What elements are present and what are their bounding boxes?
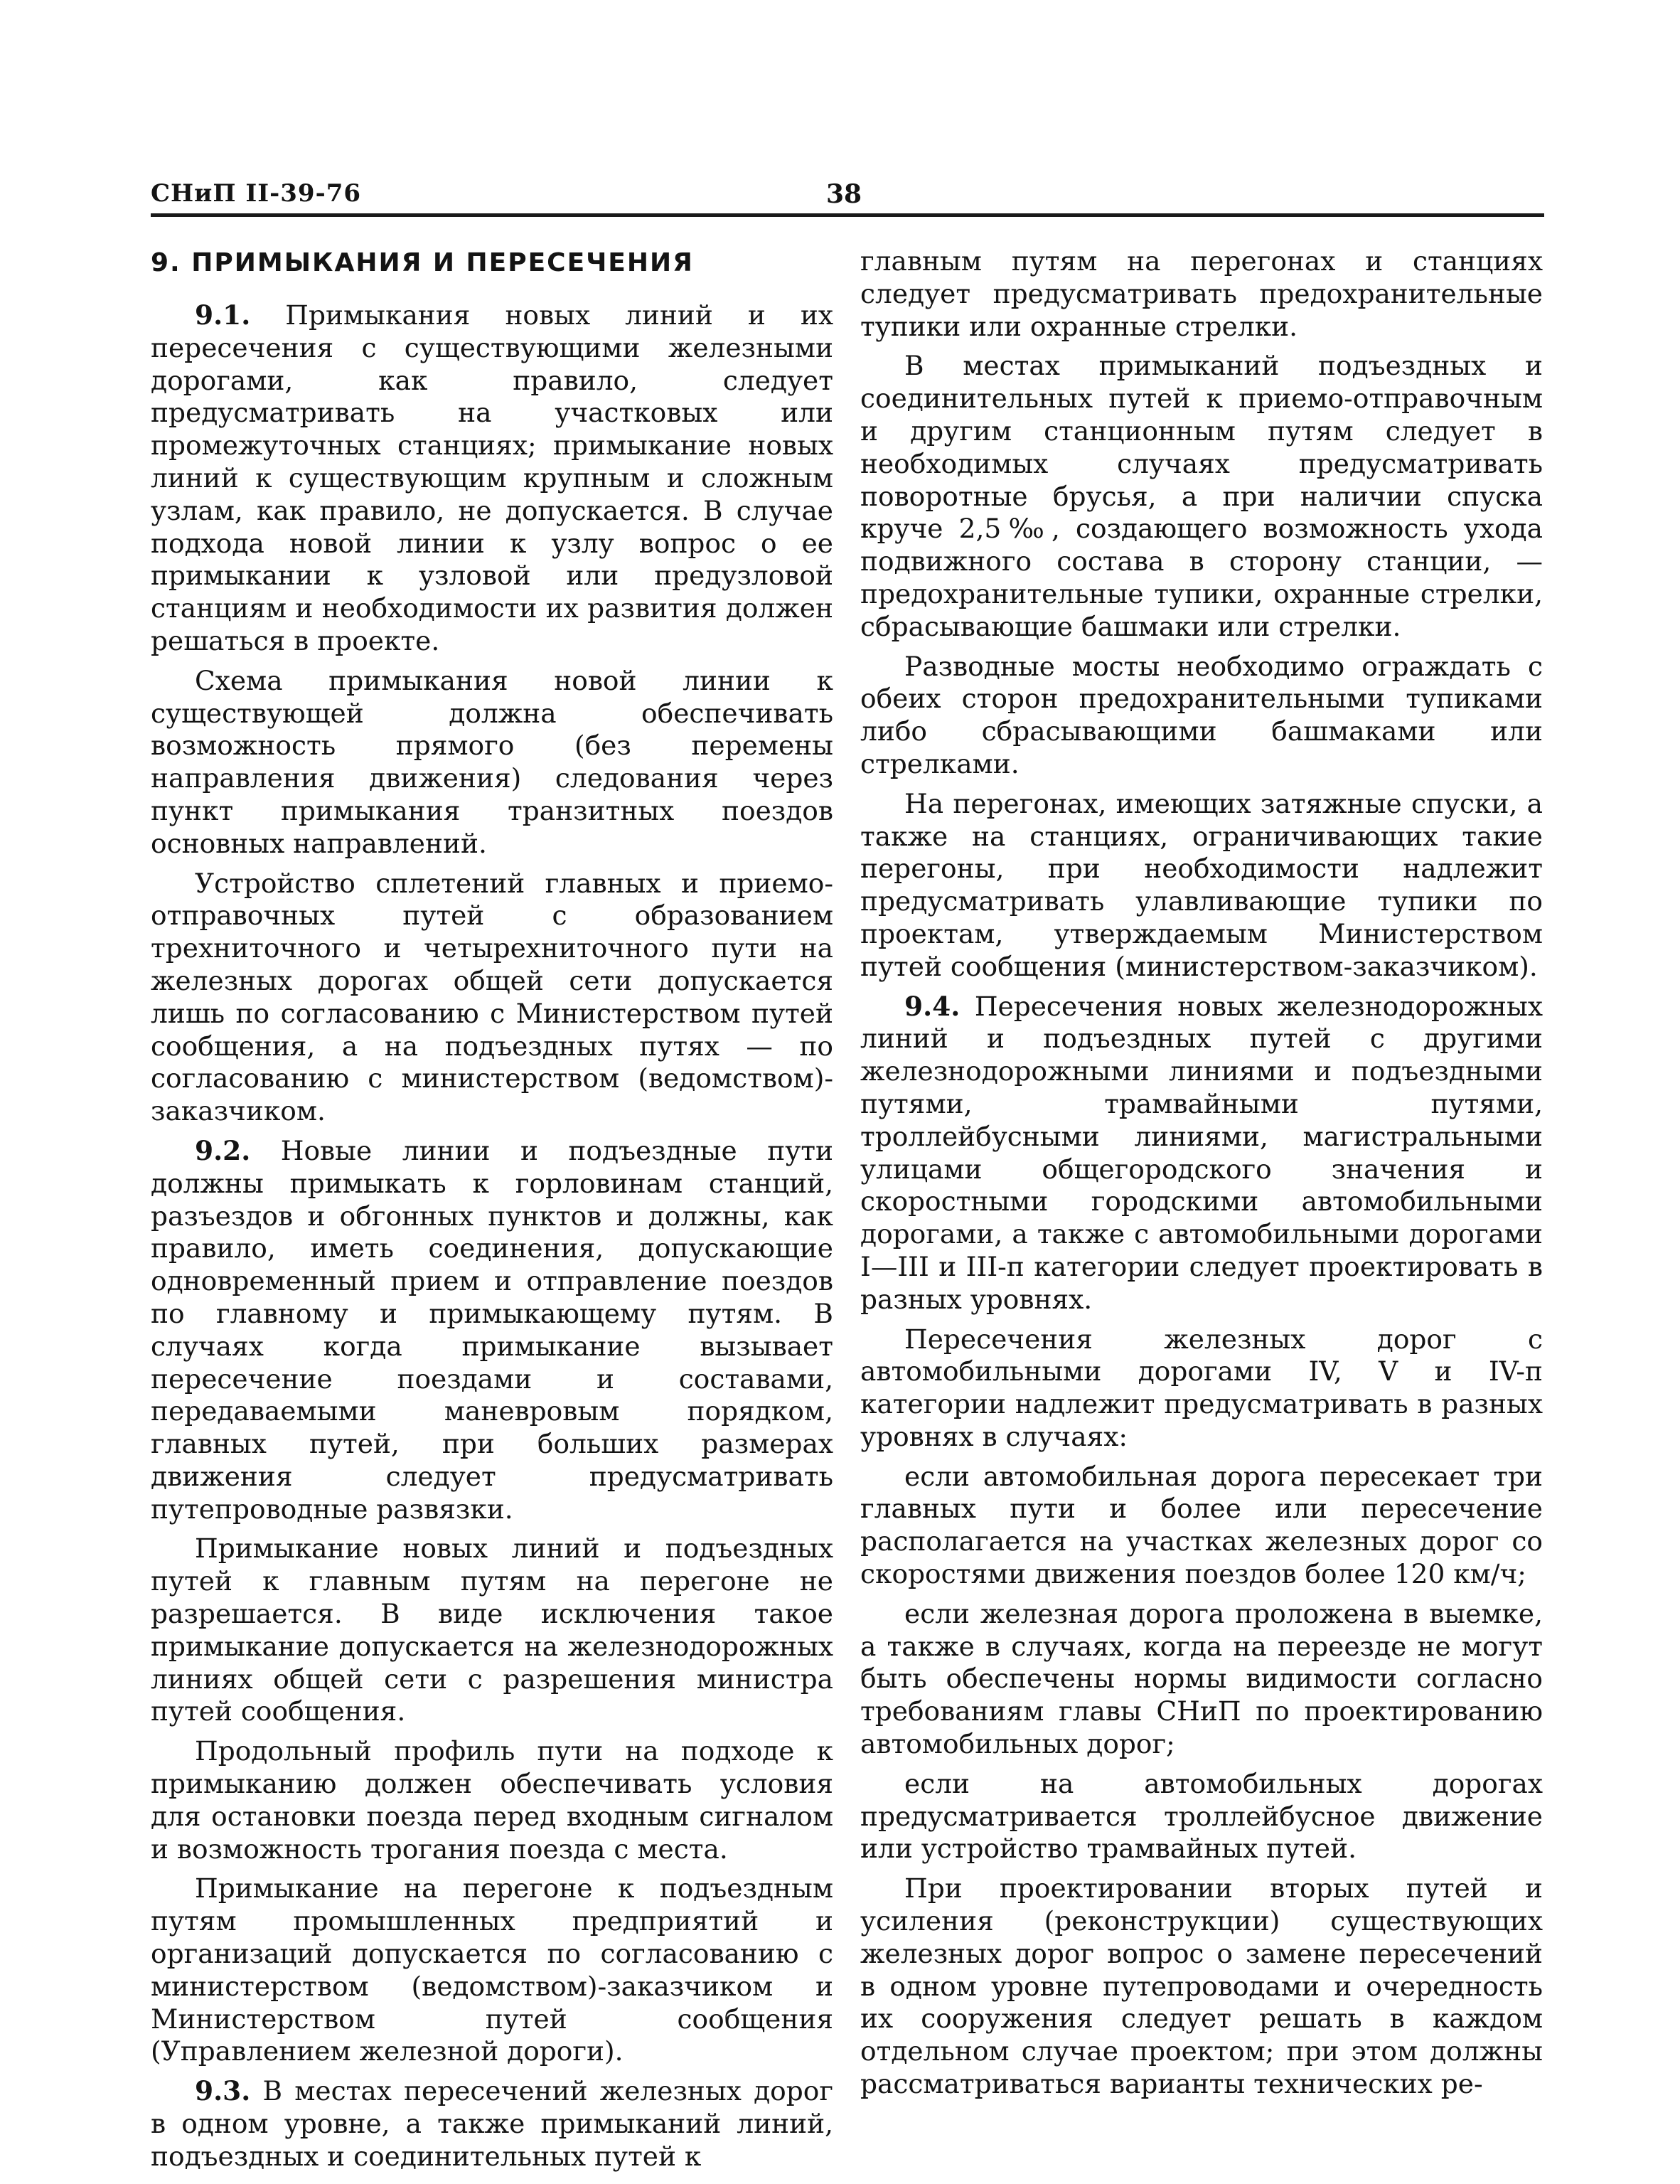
paragraph (860, 350, 1543, 643)
paragraph (860, 651, 1543, 781)
paragraph (860, 1461, 1543, 1591)
paragraph (151, 299, 833, 658)
paragraph-text: Примыкания новых линий и их пересечения с существующими железными дорогами, как правило, следует предусматривать на участковых или промежуточных станциях; примыкание новых линий к существующим крупным и сложным узлам, как правило, не допускается. В случае подхода новой линии к узлу вопрос о ее примыкании к узловой или предузловой станциям и необходимости их развития должен решаться в проекте. (151, 299, 834, 656)
paragraph-text: Новые линии и подъездные пути должны примыкать к горловинам станций, разъездов и обгонных пунктов и должны, как правило, иметь соединения, допускающие одновременный прием и отправление поездов по главному и примыкающему путям. В случаях когда примыкание вызывает пересечение поездами и составами, передаваемыми маневровым порядком, главных путей, при больших размерах движения следует предусматривать путепроводные развязки. (151, 1134, 833, 1525)
paragraph-text: Пересечения новых железнодорожных линий и подъездных путей с другими железнодорожными линиями и подъездными путями, трамвайными путями, троллейбусными линиями, магистральными улицами общегородского значения и скоростными городскими автомобильными дорогами, а также с автомобильными дорогами I—III и III-п категории следует проектировать в разных уровнях. (860, 990, 1543, 1315)
paragraph-text: При проектировании вторых путей и усиления (реконструкции) существующих железных дорог вопрос о замене пересечений в одном уровне путепроводами и очередность их сооружения следует решать в каждом отдельном случае проектом; при этом должны рассматриваться варианты технических ре- (860, 1873, 1543, 2100)
paragraph (151, 1873, 833, 2068)
clause-number: 9.3. (195, 2075, 251, 2107)
paragraph-text: На перегонах, имеющих затяжные спуски, а также на станциях, ограничивающих такие перегоны, при необходимости надлежит предусматривать улавливающие тупики по проектам, утверждаемым Министерством путей сообщения (министерством-заказчиком). (860, 787, 1543, 982)
clause-number: 9.1. (195, 299, 251, 331)
paragraph (860, 991, 1543, 1316)
paragraph (151, 665, 833, 861)
left-column (151, 245, 833, 2180)
paragraph-text: Разводные мосты необходимо ограждать с обеих сторон предохранительными тупиками либо сбрасывающими башмаками или стрелками. (860, 650, 1543, 779)
paragraph-text: Схема примыкания новой линии к существующей должна обеспечивать возможность прямого (без перемены направления движения) следования через пункт примыкания транзитных поездов основных направлений. (151, 664, 833, 859)
paragraph (860, 1598, 1543, 1761)
paragraph-text: Примыкание новых линий и подъездных путей к главным путям на перегоне не разрешается. В виде исключения такое примыкание допускается на железнодорожных линиях общей сети с разрешения министра путей сообщения. (151, 1533, 833, 1727)
paragraph (151, 1735, 833, 1865)
paragraph (860, 1323, 1543, 1454)
paragraph (151, 1533, 833, 1728)
section-title: 9. ПРИМЫКАНИЯ И ПЕРЕСЕЧЕНИЯ (151, 248, 694, 277)
paragraph (151, 868, 833, 1128)
paragraph-text: если автомобильная дорога пересекает три главных пути и более или пересечение располагается на участках железных дорог со скоростями движения поездов более 120 км/ч; (860, 1460, 1543, 1590)
right-column (860, 245, 1543, 2108)
document-code: СНиП II-39-76 (151, 179, 362, 208)
header-rule (151, 213, 1544, 217)
paragraph-text: Примыкание на перегоне к подъездным путям промышленных предприятий и организаций допускается по согласованию с министерством (ведомством)-заказчиком и Министерством путей сообщения (Управлением железной дороги). (151, 1873, 833, 2067)
clause-number: 9.4. (904, 990, 961, 1022)
page-number: 38 (826, 179, 862, 209)
paragraph (151, 2075, 833, 2173)
paragraph-text: главным путям на перегонах и станциях следует предусматривать предохранительные тупики или охранные стрелки. (860, 245, 1543, 342)
paragraph-text: Пересечения железных дорог с автомобильными дорогами IV, V и IV-п категории надлежит предусматривать в разных уровнях в случаях: (860, 1323, 1543, 1452)
clause-number: 9.2. (195, 1134, 251, 1166)
paragraph-text: В местах пересечений железных дорог в одном уровне, а также примыканий линий, подъездных и соединительных путей к (151, 2075, 833, 2172)
paragraph-text: если железная дорога проложена в выемке, а также в случаях, когда на переезде не могут быть обеспечены нормы видимости согласно требованиям главы СНиП по проектированию автомобильных дорог; (860, 1597, 1543, 1760)
paragraph-text: Устройство сплетений главных и приемо-отправочных путей с образованием трехниточного и четырехниточного пути на железных дорогах общей сети допускается лишь по согласованию с Министерством путей сообщения, а на подъездных путях — по согласованию с министерством (ведомством)-заказчиком. (151, 867, 833, 1127)
paragraph (860, 1768, 1543, 1865)
paragraph-text: если на автомобильных дорогах предусматривается троллейбусное движение или устройство трамвайных путей. (860, 1767, 1543, 1865)
paragraph (860, 788, 1543, 984)
paragraph (860, 245, 1543, 343)
paragraph-text: В местах примыканий подъездных и соединительных путей к приемо-отправочным и другим станционным путям следует в необходимых случаях предусматривать поворотные брусья, а при наличии спуска круче 2,5‰, создающего возможность ухода подвижного состава в сторону станции, — предохранительные тупики, охранные стрелки, сбрасывающие башмаки или стрелки. (860, 350, 1543, 642)
paragraph (151, 1135, 833, 1526)
paragraph-text: Продольный профиль пути на подходе к примыканию должен обеспечивать условия для остановки поезда перед входным сигналом и возможность трогания поезда с места. (151, 1735, 833, 1865)
paragraph (860, 1873, 1543, 2101)
